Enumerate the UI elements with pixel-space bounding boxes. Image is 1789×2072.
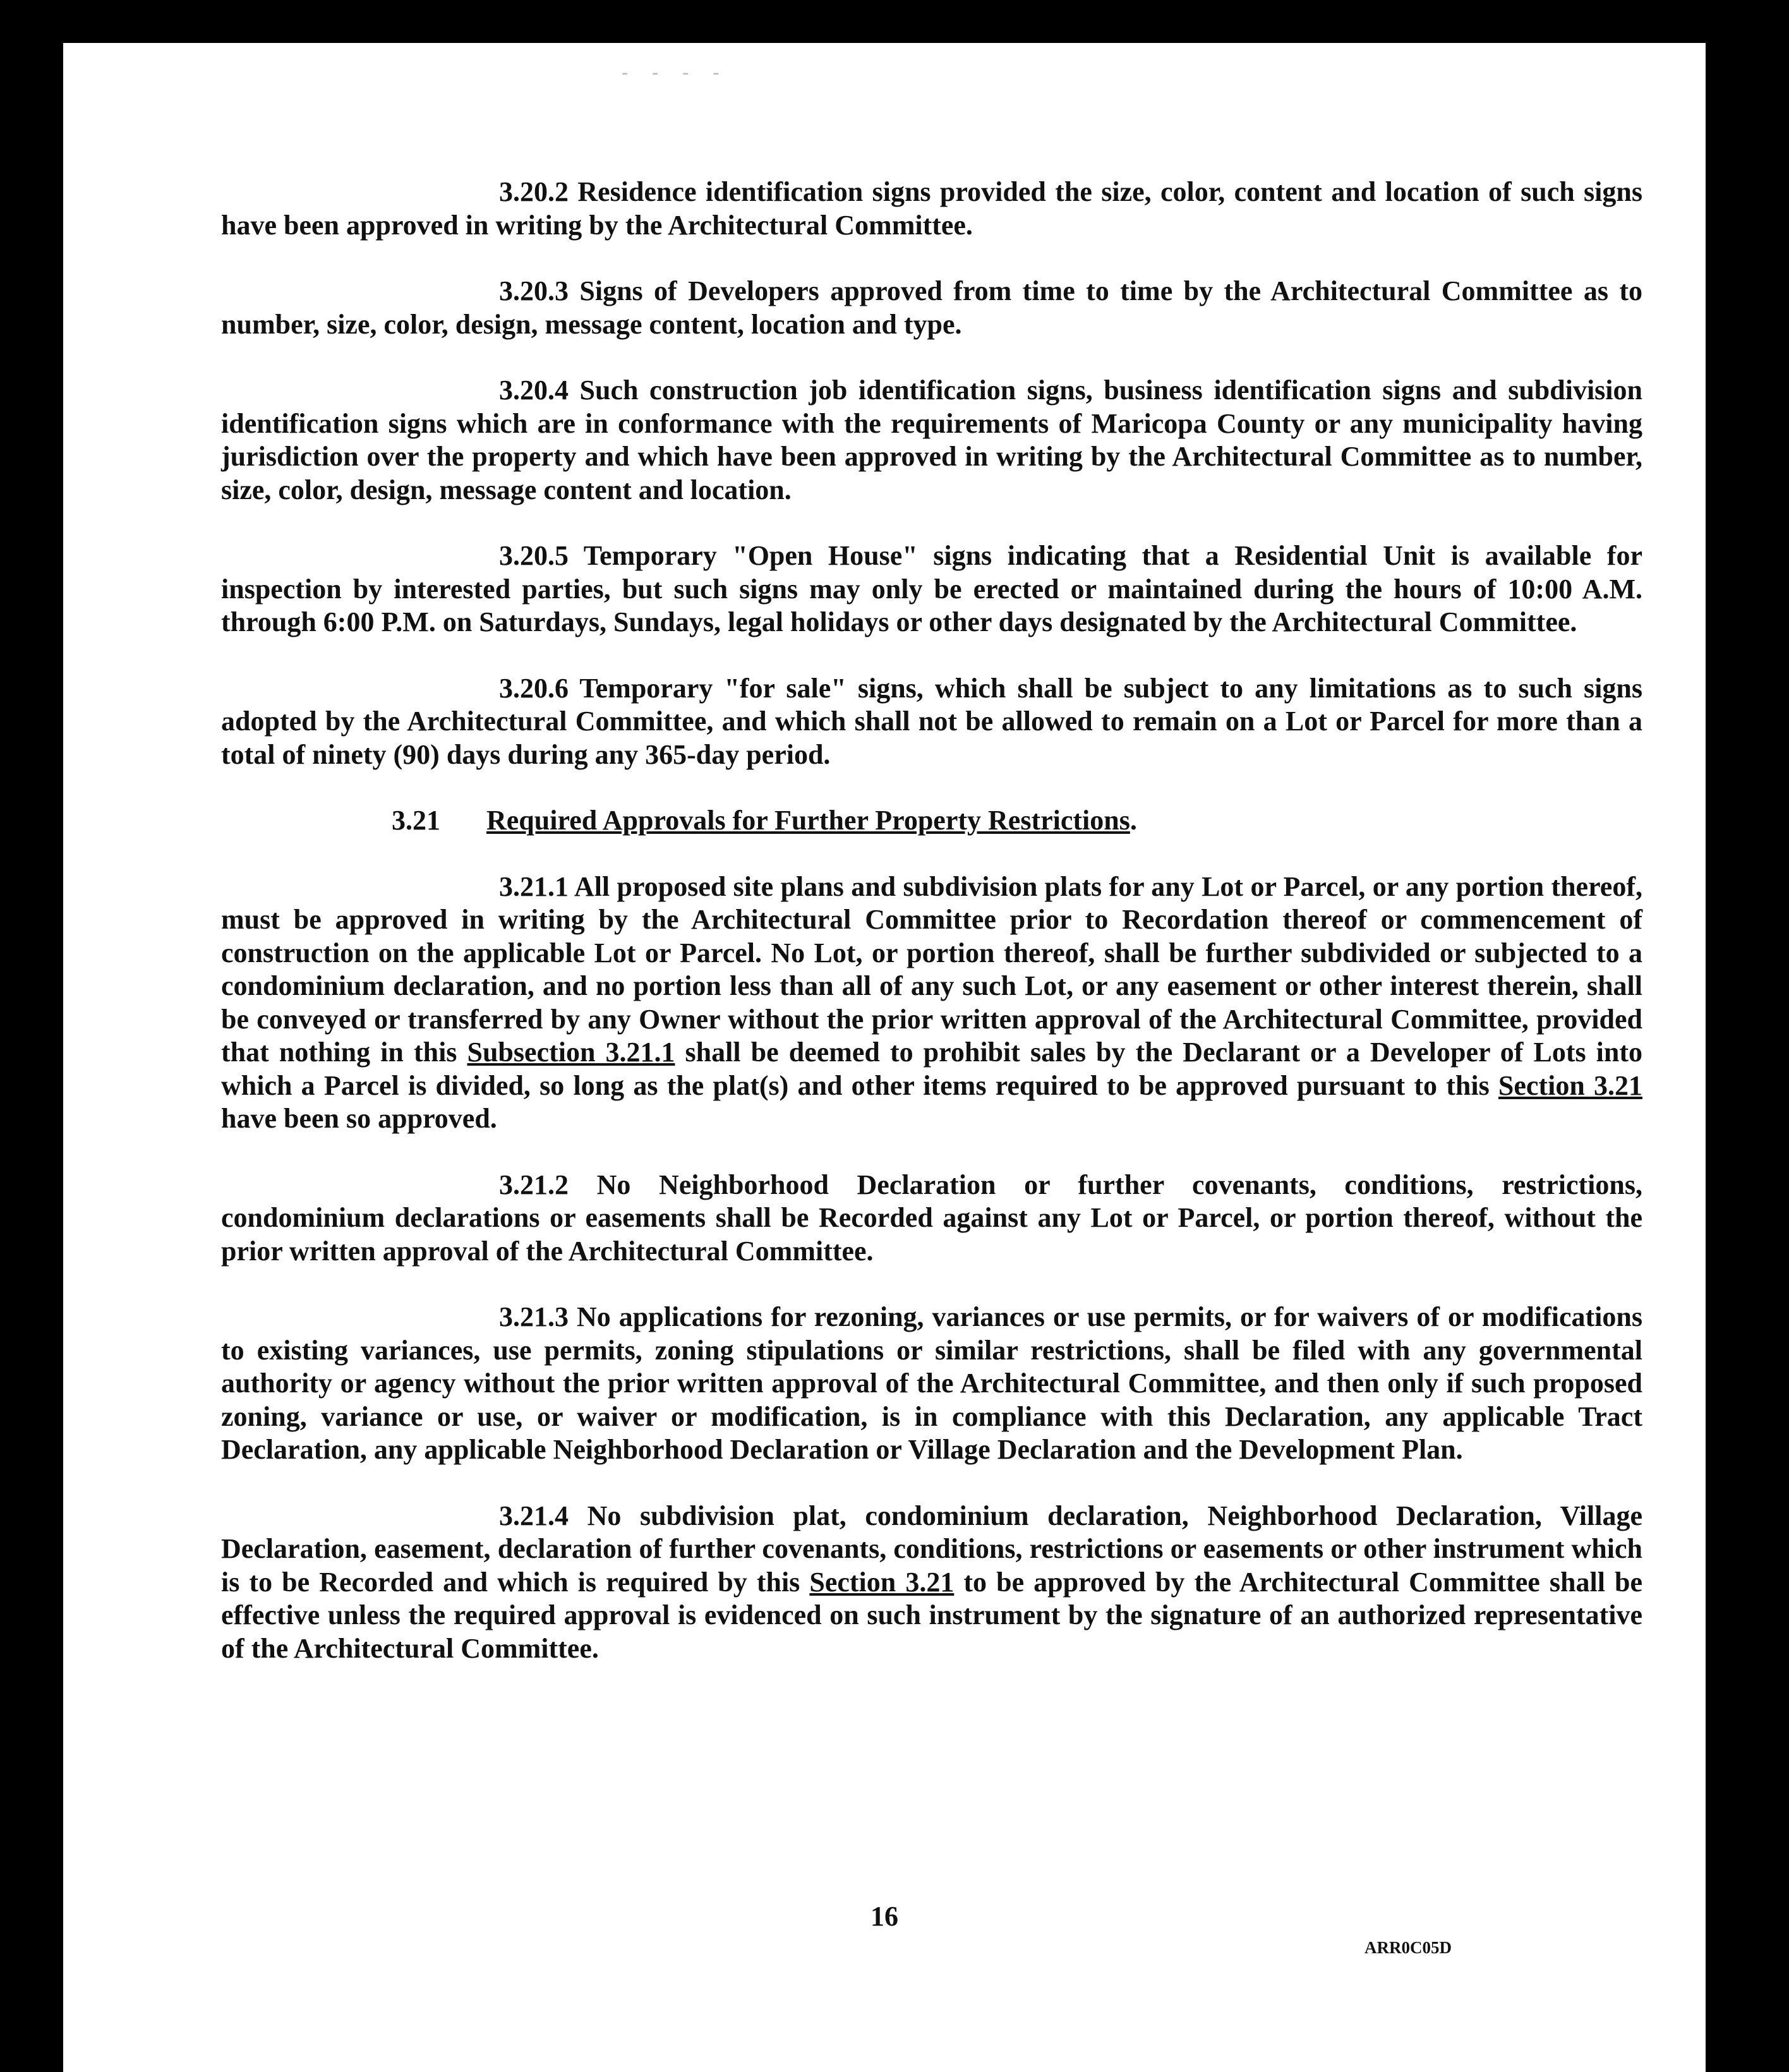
section-title: Required Approvals for Further Property Restrictions xyxy=(486,805,1130,836)
paragraph-3-20-6: 3.20.6 Temporary "for sale" signs, which shall be subject to any limitations as to such signs adopted by the Architectural Committee, and which shall not be allowed to remain on a Lot or Parcel for more than a total of ninety (90) days during any 365-day period. xyxy=(221,672,1642,770)
section-title-period: . xyxy=(1129,805,1137,836)
paragraph-text: shall be deemed to prohibit sales by the Declarant or a Developer of Lots into which a Parcel is divided, so long as the plat(s) and other items required to be approved pursuant to this xyxy=(221,1037,1643,1101)
page-number: 16 xyxy=(870,1901,898,1932)
paragraph-3-21-1 xyxy=(221,870,1642,1136)
document-code: ARR0C05D xyxy=(1364,1938,1452,1957)
section-reference: Section 3.21 xyxy=(809,1566,955,1598)
section-number: 3.21 xyxy=(392,805,440,836)
paragraph-3-21-3: 3.21.3 No applications for rezoning, variances or use permits, or for waivers of or modifications to existing variances, use permits, zoning stipulations or similar restrictions, shall be filed with any governmental authority or agency without the prior written approval of the Architectural Committee, and then only if such proposed zoning, variance or use, or waiver or modification, is in compliance with this Declaration, any applicable Tract Declaration, any applicable Neighborhood Declaration or Village Declaration and the Development Plan. xyxy=(221,1301,1642,1465)
subsection-reference: Subsection 3.21.1 xyxy=(467,1037,675,1068)
paragraph-text: have been so approved. xyxy=(221,1103,497,1134)
section-heading-3-21 xyxy=(221,804,1642,838)
paragraph-3-20-2: 3.20.2 Residence identification signs provided the size, color, content and location of such signs have been approved in writing by the Architectural Committee. xyxy=(221,176,1642,241)
document-body xyxy=(221,176,1642,1698)
paragraph-text: 3.21.1 All proposed site plans and subdivision plats for any Lot or Parcel, or any portion thereof, must be approved in writing by the Architectural Committee prior to Recordation thereof or commencement of construction on the applicable Lot or Parcel. No Lot, or portion thereof, shall be further subdivided or subjected to a condominium declaration, and no portion less than all of any such Lot, or any easement or other interest therein, shall be conveyed or transferred by any Owner without the prior written approval of the Architectural Committee, provided that nothing in this xyxy=(221,870,1642,1068)
paragraph-text: to be approved by the Architectural Committee shall be effective unless the required approval is evidenced on such instrument by the signature of an authorized representative of the Architectural Committee. xyxy=(221,1566,1642,1664)
header-stamp: - - - - xyxy=(619,62,726,84)
paragraph-text: 3.21.4 No subdivision plat, condominium declaration, Neighborhood Declaration, Village Declaration, easement, declaration of further covenants, conditions, restrictions or easements or other instrument which is to be Recorded and which is required by this xyxy=(221,1500,1642,1598)
paragraph-3-20-4: 3.20.4 Such construction job identification signs, business identification signs and subdivision identification signs which are in conformance with the requirements of Maricopa County or any municipality having jurisdiction over the property and which have been approved in writing by the Architectural Committee as to number, size, color, design, message content and location. xyxy=(221,375,1642,505)
document-page xyxy=(63,43,1706,2072)
paragraph-3-21-4 xyxy=(221,1500,1642,1666)
paragraph-3-20-5: 3.20.5 Temporary "Open House" signs indicating that a Residential Unit is available for inspection by interested parties, but such signs may only be erected or maintained during the hours of 10:00 A.M. through 6:00 P.M. on Saturdays, Sundays, legal holidays or other days designated by the Architectural Committee. xyxy=(221,540,1642,637)
paragraph-3-21-2: 3.21.2 No Neighborhood Declaration or further covenants, conditions, restrictions, condominium declarations or easements shall be Recorded against any Lot or Parcel, or portion thereof, without the prior written approval of the Architectural Committee. xyxy=(221,1169,1642,1267)
paragraph-3-20-3: 3.20.3 Signs of Developers approved from time to time by the Architectural Committee as to number, size, color, design, message content, location and type. xyxy=(221,275,1642,340)
section-reference: Section 3.21 xyxy=(1498,1069,1642,1101)
